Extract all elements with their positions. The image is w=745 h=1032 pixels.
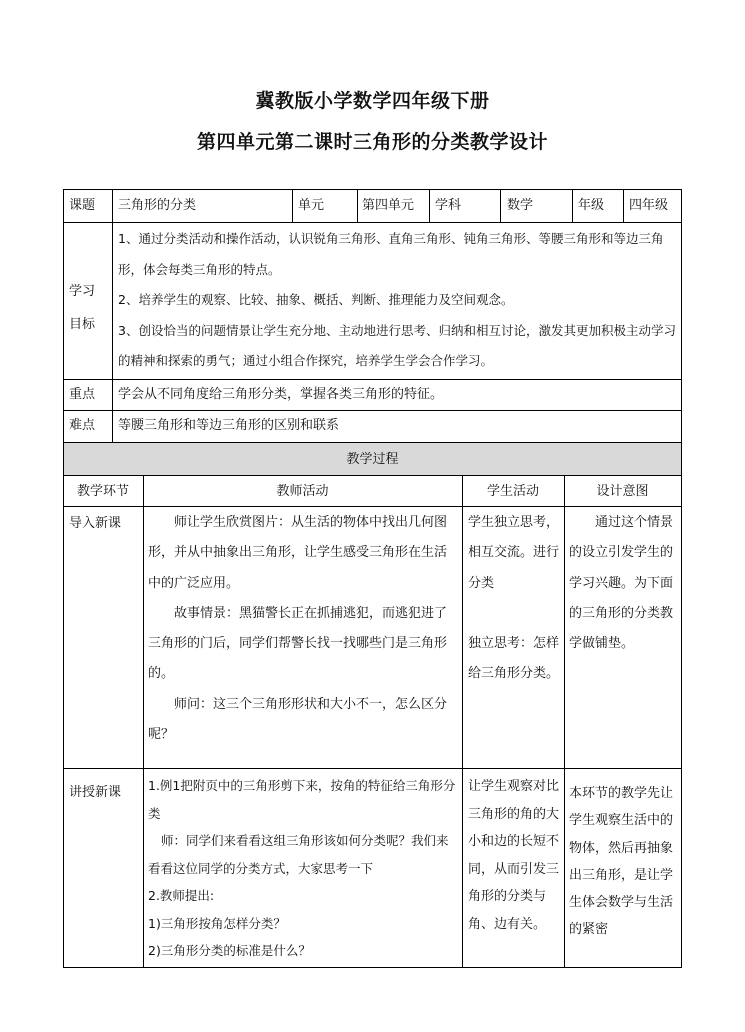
topic-label: 课题 [69, 198, 96, 213]
stage-intro: 导入新课 [69, 516, 122, 531]
column-header-stage: 教学环节 [76, 484, 129, 499]
document-title: 冀教版小学数学四年级下册 [255, 90, 490, 112]
objectives-label-line1: 学习 [69, 284, 96, 299]
student-activity-new [468, 773, 562, 938]
difficulty-label: 难点 [69, 418, 96, 433]
process-header: 教学过程 [346, 452, 399, 467]
student-paragraph: 学生独立思考，相互交流。进行分类 [468, 515, 560, 591]
teacher-paragraph: 1.例1把附页中的三角形剪下来，按角的特征给三角形分类 [148, 778, 456, 821]
teacher-activity-intro [148, 508, 459, 750]
subject-label: 学科 [435, 198, 462, 213]
topic-value: 三角形的分类 [118, 198, 197, 213]
unit-value: 第四单元 [362, 198, 415, 213]
teacher-paragraph: 师问：这三个三角形形状和大小不一，怎么区分呢？ [148, 696, 448, 743]
key-point-label: 重点 [69, 387, 96, 402]
objectives-label [69, 275, 95, 341]
teacher-paragraph: 1)三角形按角怎样分类？ [148, 915, 286, 931]
objectives-text [118, 224, 678, 377]
student-activity-intro [468, 508, 562, 689]
grade-label: 年级 [578, 198, 605, 213]
teacher-paragraph: 师：同学们来看看这组三角形该如何分类呢？我们来看看这位同学的分类方式，大家思考一下 [148, 833, 449, 876]
objective-item: 2、培养学生的观察、比较、抽象、概括、判断、推理能力及空间观念。 [118, 292, 514, 307]
design-intent-new [569, 780, 679, 944]
objectives-label-line2: 目标 [69, 317, 96, 332]
intent-paragraph: 本环节的教学先让学生观察生活中的物体，然后再抽象出三角形，是让学生体会数学与生活的紧密 [569, 786, 674, 938]
unit-label: 单元 [298, 198, 325, 213]
student-paragraph: 独立思考：怎样给三角形分类。 [468, 635, 560, 682]
student-paragraph: 让学生观察对比三角形的角的大小和边的长短不同，从而引发三角形的分类与角、边有关。 [468, 779, 560, 932]
grade-value: 四年级 [629, 198, 669, 213]
subject-value: 数学 [507, 198, 534, 213]
objective-item: 1、通过分类活动和操作活动，认识锐角三角形、直角三角形、钝角三角形、等腰三角形和等边三角形，体会每类三角形的特点。 [118, 231, 664, 277]
column-header-teacher: 教师活动 [276, 484, 329, 499]
document-subtitle: 第四单元第二课时三角形的分类教学设计 [196, 131, 548, 153]
teacher-activity-new [148, 772, 459, 965]
teacher-paragraph: 师让学生欣赏图片：从生活的物体中找出几何图形，并从中抽象出三角形，让学生感受三角形在生活中的广泛应用。 [148, 515, 448, 591]
column-header-student: 学生活动 [486, 484, 539, 499]
objective-item: 3、创设恰当的问题情景让学生充分地、主动地进行思考、归纳和相互讨论，激发其更加积极主动学习的精神和探索的勇气；通过小组合作探究，培养学生学会合作学习。 [118, 322, 676, 368]
teacher-paragraph: 2)三角形分类的标准是什么？ [148, 943, 311, 958]
intent-paragraph: 通过这个情景的设立引发学生的学习兴趣。为下面的三角形的分类教学做铺垫。 [569, 515, 674, 652]
design-intent-intro [569, 508, 679, 659]
key-point-text: 学会从不同角度给三角形分类，掌握各类三角形的特征。 [118, 387, 444, 402]
difficulty-text: 等腰三角形和等边三角形的区别和联系 [118, 418, 340, 433]
stage-new-lesson: 讲授新课 [69, 785, 122, 800]
teacher-paragraph: 2.教师提出: [148, 888, 215, 903]
column-header-intent: 设计意图 [596, 484, 649, 499]
teacher-paragraph: 故事情景：黑猫警长正在抓捕逃犯，而逃犯进了三角形的门后，同学们帮警长找一找哪些门是三角形的。 [148, 605, 448, 682]
